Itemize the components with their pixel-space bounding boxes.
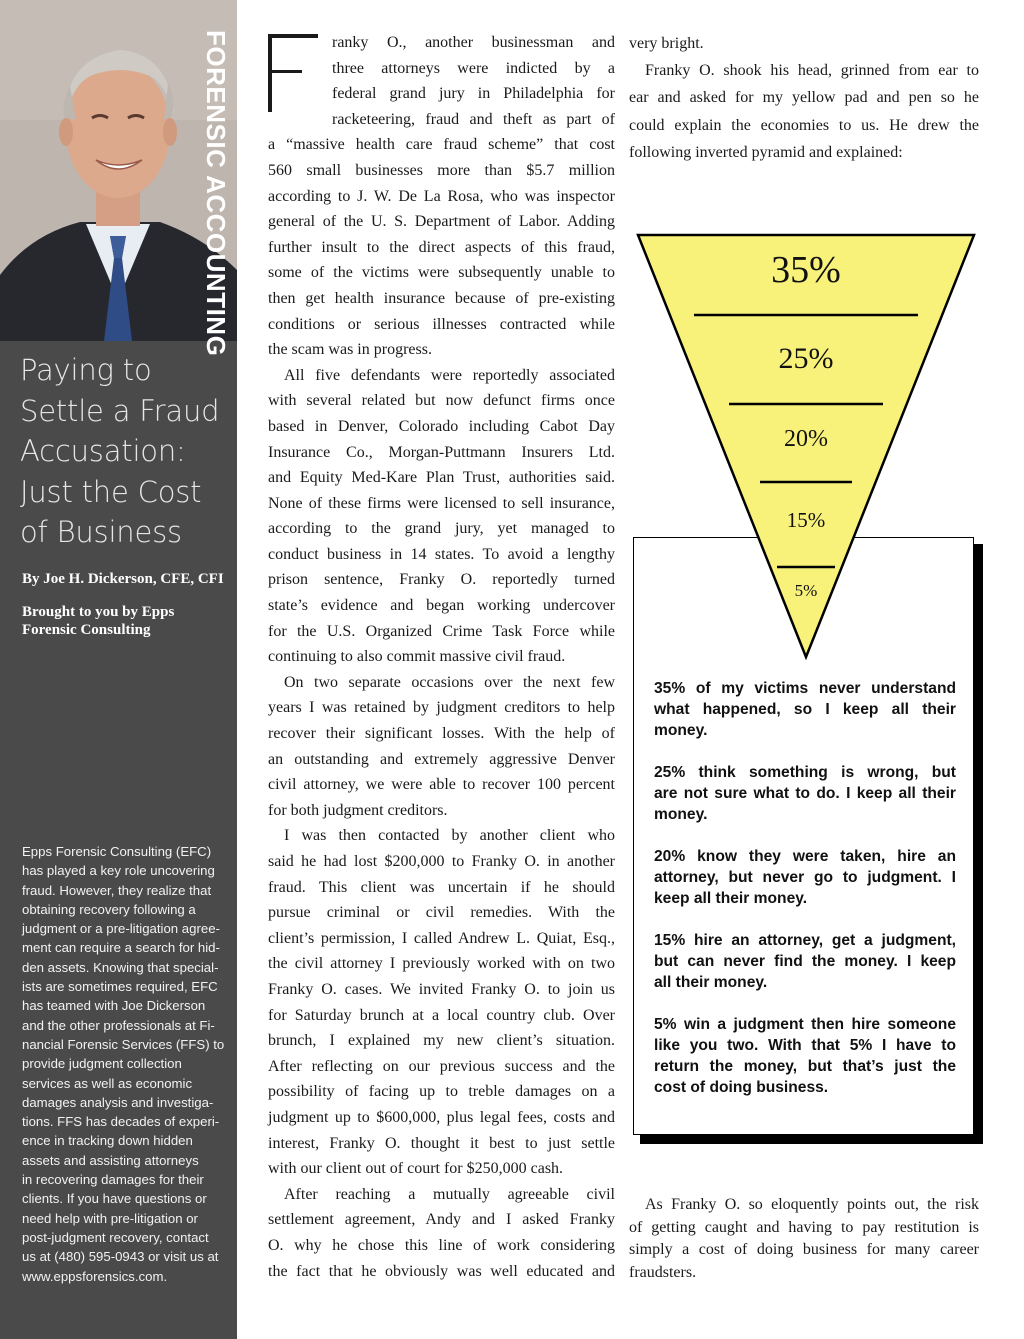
title-line: of Business [20,515,182,550]
body-line: very bright. [629,35,704,52]
callout-paragraph [654,678,956,741]
info-line: has teamed with Joe Dickerson [22,998,206,1014]
pyramid-level-label: 15% [786,508,826,532]
callout-text [654,678,956,1119]
callout-line: 15% hire an attorney, get a judgment, [654,932,956,949]
info-line: tions. FFS has decades of experi- [22,1114,220,1130]
info-line: den assets. Knowing that special- [22,959,219,975]
body-line: following inverted pyramid and explained: [629,143,903,161]
body-line: three attorneys were indicted by a [332,59,615,77]
pyramid-level-label: 20% [784,426,828,452]
body-line: further insult to the direct aspects of this fraud, [268,238,615,256]
body-line: then get health insurance because of pre-existing [268,289,615,307]
inverted-pyramid-diagram [633,232,979,662]
body-line: said he had lost $200,000 to Franky O. in another [268,853,615,870]
body-line: for the U.S. Organized Crime Task Force while [268,622,615,640]
body-line: ranky O., another businessman and [332,34,615,51]
title-line: Just the Cost [20,474,202,509]
body-line: interest, Franky O. thought it best to just settle [268,1134,615,1152]
body-line: possibility of facing up to treble damages on a [268,1083,615,1101]
body-line: years I was retained by judgment creditors to help [268,699,615,717]
body-line: based in Denver, Colorado including Cabot Day [268,417,615,435]
callout-line: all their money. [654,974,768,991]
info-line: clients. If you have questions or [22,1191,207,1207]
sponsor-credit [22,603,222,639]
body-line: according to J. W. De La Rosa, who was inspector [268,187,615,205]
info-line: nancial Forensic Services (FFS) to [22,1036,225,1052]
body-line: the civil attorney I previously worked with on two [268,955,615,973]
body-line: federal grand jury in Philadelphia for [332,85,615,103]
body-line: Insurance Co., Morgan-Puttmann Insurers Ltd. [268,443,615,461]
body-line: All five defendants were reportedly associated [284,366,615,384]
info-line: has played a key role uncovering [22,863,215,879]
body-line: prison sentence, Franky O. reportedly turned [268,571,615,589]
body-line: I was then contacted by another client who [284,827,615,845]
callout-line: money. [654,722,708,739]
body-line: and Equity Med-Kare Plan Trust, authorities said. [268,469,615,487]
callout-line: cost of doing business. [654,1079,829,1096]
body-line: conduct business in 14 states. To avoid a lengthy [268,545,615,563]
info-line: post-judgment recovery, contact [22,1229,209,1245]
callout-line: money. [654,806,708,823]
callout-line: are not sure what to do. I keep all their [654,785,956,802]
callout-line: 5% win a judgment then hire someone [654,1016,956,1033]
info-line: obtaining recovery following a [22,901,196,917]
callout-line: 35% of my victims never understand [654,680,956,697]
info-line: ists are sometimes required, EFC [22,979,218,995]
body-line: client’s permission, I called Andrew L. Quiat, Esq., [268,929,615,947]
section-label-text: FORENSIC ACCOUNTING [201,30,231,357]
info-line: assets and assisting attorneys [22,1152,199,1168]
body-line: the scam was in progress. [268,341,432,359]
info-line: damages analysis and investiga- [22,1094,214,1110]
info-line: us at (480) 595-0943 or visit us at [22,1249,219,1265]
section-label [201,30,233,357]
body-line: with several related but now defunct firms once [268,392,615,410]
body-line: settlement agreement, Andy and I asked Franky [268,1211,615,1229]
info-line: and the other professionals at Fi- [22,1017,215,1033]
info-line: judgment or a pre-litigation agree- [22,921,220,937]
body-line: recover their significant losses. With the help of [268,725,615,743]
info-line: services as well as economic [22,1075,193,1091]
info-line: fraud. However, they realize that [22,882,212,898]
body-line: general of the U. S. Department of Labor. Adding [268,213,615,231]
title-line: Accusation: [20,434,186,469]
callout-line: 25% think something is wrong, but [654,764,956,781]
article-conclusion [629,1194,979,1284]
body-line: pursue criminal or civil remedies. With the [268,904,615,922]
body-line: the fact that he obviously was well educated and [268,1262,615,1280]
callout-line: keep all their money. [654,890,808,907]
body-line: 560 small businesses more than $5.7 million [268,161,615,179]
byline: By Joe H. Dickerson, CFE, CFI [22,571,224,587]
body-line: O. why he chose this line of work considering [268,1236,615,1254]
body-line: fraudsters. [629,1263,697,1281]
callout-paragraph [654,930,956,993]
info-line: Epps Forensic Consulting (EFC) [22,844,212,859]
callout-line: return the money, but that’s just the [654,1058,956,1075]
pyramid-level-label: 5% [794,581,818,600]
body-line: ear and asked for my yellow pad and pen so he [629,89,979,107]
callout-paragraph [654,846,956,909]
body-line: After reflecting on our previous success and the [268,1057,615,1075]
info-line: www.eppsforensics.com. [22,1268,168,1284]
info-line: ment can require a search for hid- [22,940,220,956]
body-line: After reaching a mutually agreeable civil [284,1185,615,1203]
body-line: an outstanding and extremely aggressive Denver [268,750,615,768]
title-line: Settle a Fraud [20,393,220,428]
body-line: with our client out of court for $250,000 cash. [268,1160,564,1178]
callout-paragraph [654,1014,956,1098]
callout-line: 20% know they were taken, hire an [654,848,956,865]
body-line: could explain the economies to us. He drew the [629,116,979,134]
body-line: for Saturday brunch at a local country club. Over [268,1006,615,1024]
body-line: for both judgment creditors. [268,801,448,819]
body-line: some of the victims were subsequently unable to [268,264,615,282]
pyramid-level-label: 35% [771,249,841,291]
body-line: civil attorney, we were able to recover 100 percent [268,776,615,794]
callout-paragraph [654,762,956,825]
sponsor-line: Brought to you by Epps [22,604,175,620]
article-title [20,350,230,553]
callout-line: what happened, so I keep all their [654,701,956,718]
pyramid-level-label: 25% [778,342,834,375]
body-line: Franky O. shook his head, grinned from ear to [645,62,979,80]
body-line: Franky O. cases. We invited Franky O. to join us [268,980,615,998]
info-line: provide judgment collection [22,1056,182,1072]
callout-line: but can never find the money. I keep [654,953,956,970]
body-line: None of these firms were licensed to sell insurance, [268,494,615,512]
body-line: fraud. This client was uncertain if he should [268,878,615,896]
body-line: On two separate occasions over the next few [284,673,615,691]
body-line: according to the grand jury, yet managed to [268,520,615,538]
body-line: racketeering, fraud and theft as part of [332,110,615,128]
sidebar [0,0,237,1339]
body-line: conditions or serious illnesses contracted while [268,315,615,333]
sponsor-line: Forensic Consulting [22,622,151,638]
body-line: brunch, I explained my new client’s situation. [268,1032,615,1050]
callout-line: like you two. With that 5% I have to [654,1037,956,1054]
title-line: Paying to [20,353,152,387]
body-line: simply a cost of doing business for many career [629,1241,979,1259]
body-line: continuing to also commit massive civil fraud. [268,648,566,666]
sponsor-info [22,842,226,1286]
article-column-1 [268,30,615,1284]
info-line: in recovering damages for their [22,1172,204,1188]
info-line: need help with pre-litigation or [22,1210,198,1226]
article-column-2 [629,30,979,166]
body-line: state’s evidence and began working undercover [268,597,615,615]
info-line: ence in tracking down hidden [22,1133,193,1149]
callout-line: attorney, but never go to judgment. I [654,869,956,886]
body-line: As Franky O. so eloquently points out, the risk [645,1196,979,1213]
body-line: a “massive health care fraud scheme” that cost [268,136,615,154]
body-line: judgment up to $600,000, plus legal fees, costs and [268,1108,615,1126]
body-line: of getting caught and having to pay restitution is [629,1218,979,1236]
